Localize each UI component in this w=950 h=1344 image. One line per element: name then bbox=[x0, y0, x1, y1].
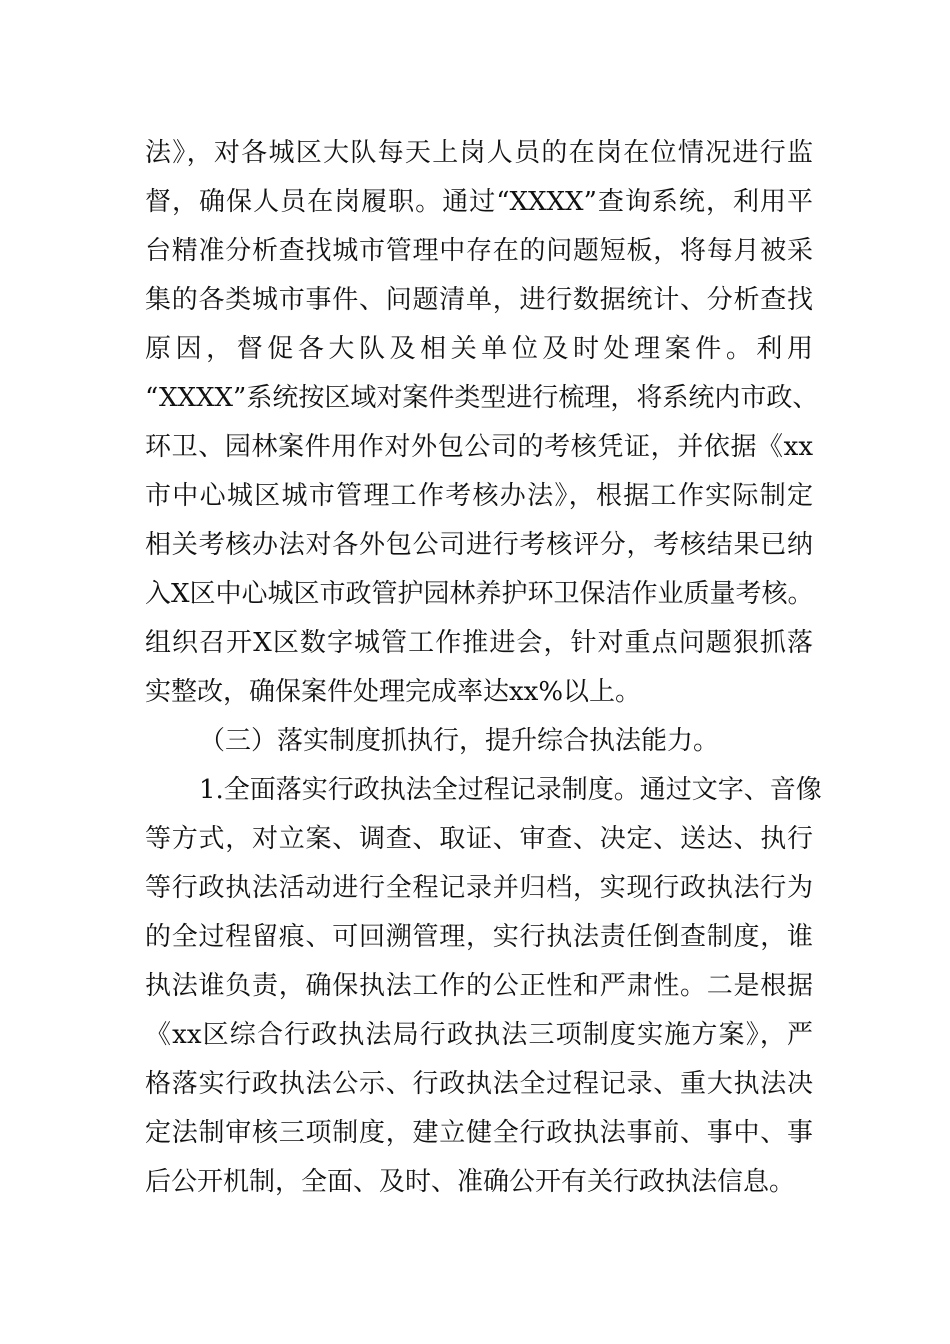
text-line: 督，确保人员在岗履职。通过“XXXX”查询系统，利用平 bbox=[145, 187, 813, 217]
text-line: 市中心城区城市管理工作考核办法》，根据工作实际制定 bbox=[145, 481, 813, 511]
text-line: 原因，督促各大队及相关单位及时处理案件。利用 bbox=[145, 334, 813, 364]
text-line: 1.全面落实行政执法全过程记录制度。通过文字、音像 bbox=[199, 775, 822, 805]
text-line: 入X区中心城区市政管护园林养护环卫保洁作业质量考核。 bbox=[145, 579, 814, 609]
text-line: 实整改，确保案件处理完成率达xx%以上。 bbox=[145, 677, 642, 707]
text-line: 定法制审核三项制度，建立健全行政执法事前、事中、事 bbox=[145, 1118, 813, 1148]
text-line: 的全过程留痕、可回溯管理，实行执法责任倒查制度，谁 bbox=[145, 922, 813, 952]
text-line: 组织召开X区数字城管工作推进会，针对重点问题狠抓落 bbox=[145, 628, 813, 658]
text-line: 法》，对各城区大队每天上岗人员的在岗在位情况进行监 bbox=[145, 138, 813, 168]
text-line: 集的各类城市事件、问题清单，进行数据统计、分析查找 bbox=[145, 285, 813, 315]
text-line: “XXXX”系统按区域对案件类型进行梳理，将系统内市政、 bbox=[145, 383, 819, 413]
section-heading: （三）落实制度抓执行，提升综合执法能力。 bbox=[199, 726, 720, 756]
text-line: 环卫、园林案件用作对外包公司的考核凭证，并依据《xx bbox=[145, 432, 813, 462]
text-line: 台精准分析查找城市管理中存在的问题短板，将每月被采 bbox=[145, 236, 813, 266]
text-line: 等行政执法活动进行全程记录并归档，实现行政执法行为 bbox=[145, 873, 813, 903]
text-line: 后公开机制，全面、及时、准确公开有关行政执法信息。 bbox=[145, 1167, 796, 1197]
text-line: 格落实行政执法公示、行政执法全过程记录、重大执法决 bbox=[145, 1069, 813, 1099]
text-line: 等方式，对立案、调查、取证、审查、决定、送达、执行 bbox=[145, 824, 813, 854]
text-line: 相关考核办法对各外包公司进行考核评分，考核结果已纳 bbox=[145, 530, 813, 560]
text-line: 《xx区综合行政执法局行政执法三项制度实施方案》，严 bbox=[145, 1020, 813, 1050]
text-line: 执法谁负责，确保执法工作的公正性和严肃性。二是根据 bbox=[145, 971, 813, 1001]
